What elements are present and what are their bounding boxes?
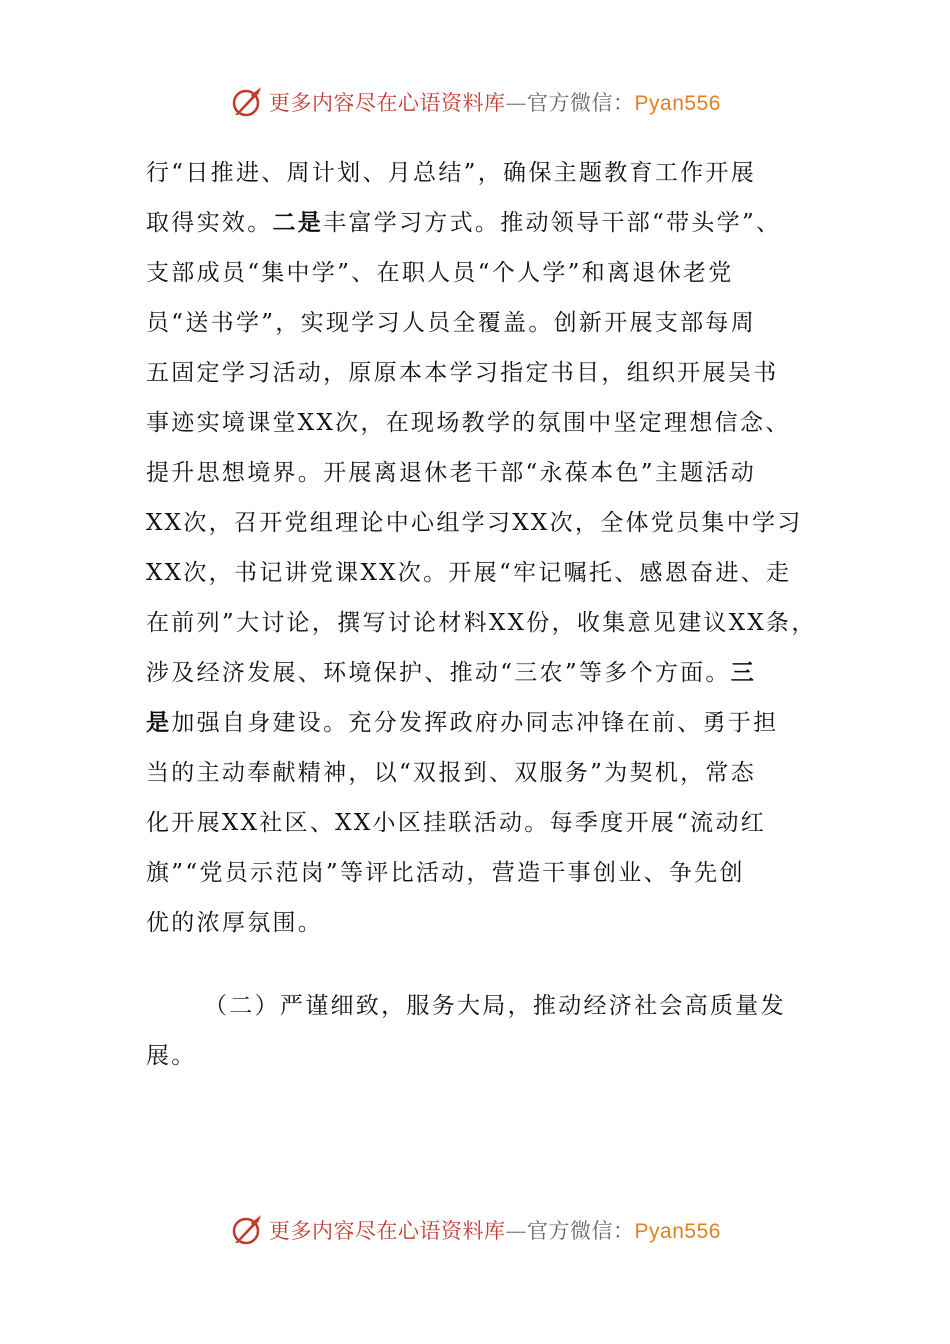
watermark-dash: — bbox=[505, 91, 528, 115]
watermark-dash: — bbox=[505, 1219, 528, 1243]
watermark-banner-bottom bbox=[0, 1210, 950, 1250]
text-line: 行“日推进、周计划、月总结”，确保主题教育工作开展 bbox=[146, 160, 757, 186]
heading-line: （二）严谨细致，服务大局，推动经济社会高质量发 bbox=[204, 993, 786, 1019]
text-line: 当的主动奉献精神，以“双报到、双服务”为契机，常态 bbox=[146, 760, 757, 786]
text-line: 支部成员“集中学”、在职人员“个人学”和离退休老党 bbox=[146, 260, 734, 286]
text-line bbox=[146, 648, 818, 698]
text-line: 提升思想境界。开展离退休老干部“永葆本色”主题活动 bbox=[146, 460, 757, 486]
watermark-text bbox=[269, 87, 721, 117]
text-span: 取得实效。 bbox=[146, 210, 273, 236]
text-line: 事迹实境课堂XX次，在现场教学的氛围中坚定理想信念、 bbox=[146, 410, 791, 436]
text-line: 五固定学习活动，原原本本学习指定书目，组织开展吴书 bbox=[146, 360, 779, 386]
text-line: 优的浓厚氛围。 bbox=[146, 910, 324, 936]
text-line: 旗”“党员示范岗”等评比活动，营造干事创业、争先创 bbox=[146, 860, 745, 886]
text-line: XX次，书记讲党课XX次。开展“牢记嘱托、感恩奋进、走 bbox=[146, 560, 792, 586]
text-line: 员“送书学”，实现学习人员全覆盖。创新开展支部每周 bbox=[146, 310, 757, 336]
text-span: 涉及经济发展、环境保护、推动“三农”等多个方面。 bbox=[146, 660, 731, 686]
bold-marker: 三 bbox=[730, 659, 757, 686]
watermark-banner-top bbox=[0, 82, 950, 122]
watermark-site: 更多内容尽在心语资料库 bbox=[269, 91, 506, 115]
text-line: XX次，召开党组理论中心组学习XX次，全体党员集中学习 bbox=[146, 510, 803, 536]
text-span: 加强自身建设。充分发挥政府办同志冲锋在前、勇于担 bbox=[171, 710, 779, 736]
text-line: 化开展XX社区、XX小区挂联活动。每季度开展“流动红 bbox=[146, 810, 767, 836]
text-line: 在前列”大讨论，撰写讨论材料XX份，收集意见建议XX条， bbox=[146, 610, 817, 636]
watermark-wechat-id: Pyan556 bbox=[634, 1220, 721, 1243]
text-line bbox=[146, 198, 818, 248]
bold-marker: 是 bbox=[146, 709, 172, 736]
bold-marker: 二是 bbox=[272, 209, 324, 236]
watermark-wechat-label: 官方微信： bbox=[527, 91, 635, 115]
body-paragraph bbox=[146, 148, 818, 948]
watermark-site: 更多内容尽在心语资料库 bbox=[269, 1219, 506, 1243]
quill-logo-icon bbox=[229, 85, 263, 119]
section-heading bbox=[146, 981, 818, 1081]
heading-line: 展。 bbox=[146, 1043, 197, 1069]
watermark-text bbox=[269, 1215, 721, 1245]
text-line bbox=[146, 698, 818, 748]
watermark-wechat-id: Pyan556 bbox=[634, 92, 721, 115]
text-span: 丰富学习方式。推动领导干部“带头学”、 bbox=[323, 210, 782, 236]
quill-logo-icon bbox=[229, 1213, 263, 1247]
watermark-wechat-label: 官方微信： bbox=[527, 1219, 635, 1243]
